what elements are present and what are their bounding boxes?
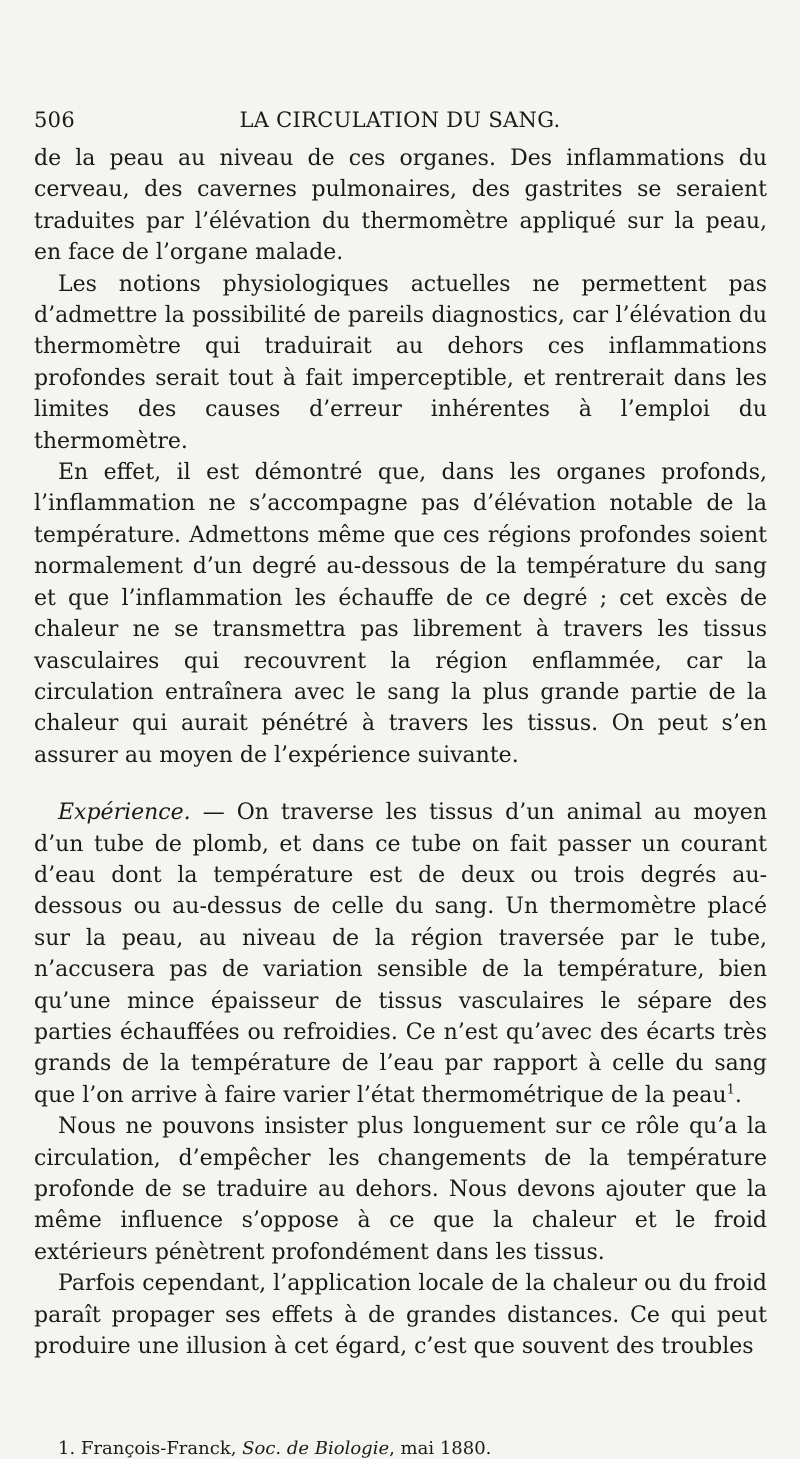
footnote-source: Soc. de Biologie	[242, 1438, 390, 1459]
paragraph-5: Nous ne pouvons insister plus longuement sur ce rôle qu’a la circulation, d’empêcher les changements de la température profonde de se traduire au dehors. Nous devons ajouter que la même influence s’oppose à ce que la chaleur et le froid extérieurs pénètrent profondément dans les tissus.	[34, 1114, 767, 1265]
experience-label: Expérience.	[58, 800, 191, 826]
running-title: LA CIRCULATION DU SANG.	[239, 108, 561, 132]
body-text	[34, 143, 767, 1362]
paragraph-3: En effet, il est démontré que, dans les organes profonds, l’inflammation ne s’accompagne pas d’élévation notable de la température. Admettons même que ces régions profondes soient normalement d’un degré au-dessous de la température du sang et que l’inflammation les échauffe de ce degré ; cet excès de chaleur ne se transmettra pas librement à travers les tissus vasculaires qui recouvrent la région enflammée, car la circulation entraînera avec le sang la plus grande partie de la chaleur qui aurait pénétré à travers les tissus. On peut s’en assurer au moyen de l’expérience suivante.	[34, 460, 767, 768]
paragraph-experience	[34, 797, 767, 1111]
experience-end: .	[734, 1082, 742, 1108]
footnote-date: , mai 1880.	[389, 1438, 492, 1459]
paragraph-2: Les notions physiologiques actuelles ne permettent pas d’admettre la possibilité de pareils diagnostics, car l’élévation du thermomètre qui traduirait au dehors ces inflammations profondes serait tout à fait imperceptible, et rentrerait dans les limites des causes d’erreur inhérentes à l’emploi du thermomètre.	[34, 271, 767, 454]
footnote-author: François-Franck,	[75, 1438, 243, 1459]
paragraph-6: Parfois cependant, l’application locale de la chaleur ou du froid paraît propager ses effets à de grandes distances. Ce qui peut produire une illusion à cet égard, c’est que souvent des troubles	[34, 1271, 767, 1360]
experience-text: — On traverse les tissus d’un animal au moyen d’un tube de plomb, et dans ce tube on fait passer un courant d’eau dont la température est de deux ou trois degrés au-dessous ou au-dessus de celle du sang. Un thermomètre placé sur la peau, au niveau de la région traversée par le tube, n’accusera pas de variation sensible de la température, bien qu’une mince épaisseur de tissus vasculaires le sépare des parties échauffées ou refroidies. Ce n’est qu’avec des écarts très grands de la température de l’eau par rapport à celle du sang que l’on arrive à faire varier l’état thermométrique de la peau	[34, 800, 767, 1108]
footnote-number: 1.	[58, 1438, 76, 1459]
footnote-reference: 1	[726, 1082, 735, 1098]
footnote	[58, 1438, 491, 1459]
paragraph-1: de la peau au niveau de ces organes. Des inflammations du cerveau, des cavernes pulmonaires, des gastrites se seraient traduites par l’élévation du thermomètre appliqué sur la peau, en face de l’organe malade.	[34, 146, 767, 266]
page-number: 506	[34, 108, 75, 132]
page-header	[34, 108, 766, 138]
